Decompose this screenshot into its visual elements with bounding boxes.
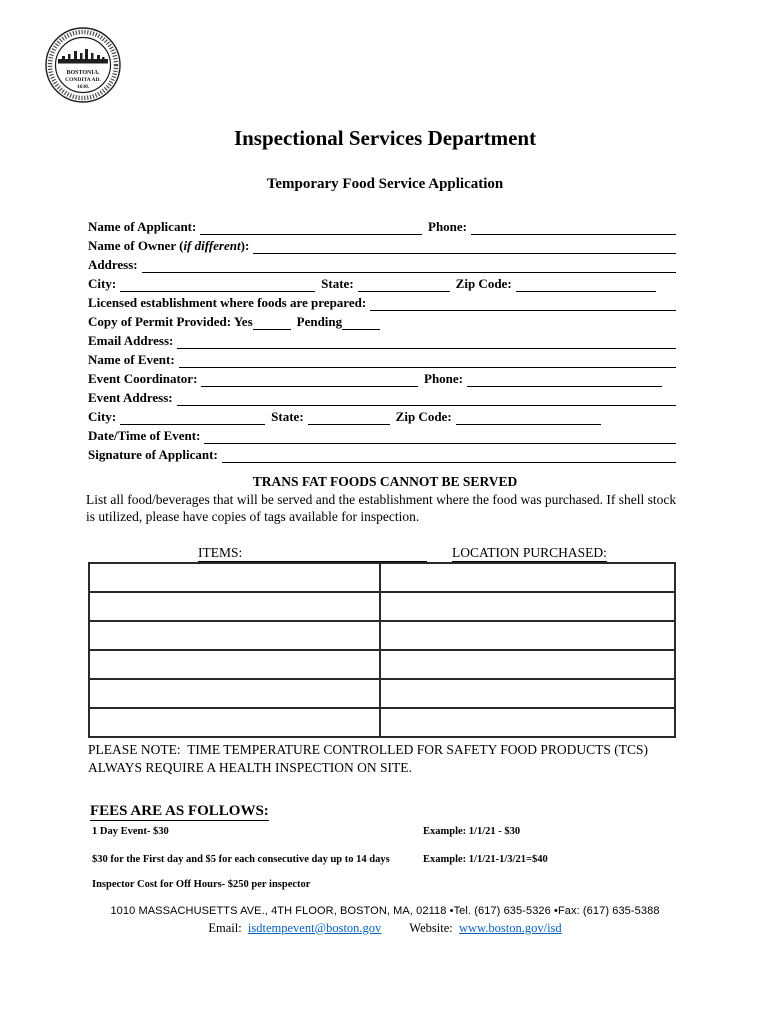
trans-fat-instructions: List all food/beverages that will be served and the establishment where the food was purchased. If shell stock is utilized, please have copies of tags available for inspection. [86,492,677,524]
signature-label: Signature of Applicant: [88,447,218,462]
items-cell[interactable] [89,563,380,592]
table-row [89,708,675,737]
address-row [88,254,676,273]
tcs-note: PLEASE NOTE: TIME TEMPERATURE CONTROLLED FOR SAFETY FOOD PRODUCTS (TCS) ALWAYS REQUIRE A HEALTH INSPECTION ON SITE. [88,742,651,775]
website-label: Website: [409,920,459,935]
permit-yes-field[interactable] [253,316,291,330]
address-field[interactable] [142,259,676,273]
fee-row-inspector [92,879,770,892]
items-cell[interactable] [89,708,380,737]
location-cell[interactable] [380,563,675,592]
event-phone-label: Phone: [424,371,463,386]
owner-name-label-suffix: ): [240,238,250,253]
fee-row-multi-day [92,854,770,867]
page-title: Inspectional Services Department [233,126,537,150]
zip-field[interactable] [516,278,656,292]
location-cell[interactable] [380,708,675,737]
table-row [89,592,675,621]
email-address-label: Email Address: [88,333,174,348]
seal-motto-line2: CONDITA AD. [65,77,101,83]
event-name-field[interactable] [179,354,676,368]
items-header-underline [242,547,427,562]
fee-multi-day-example: Example: 1/1/21-1/3/21=$40 [423,853,548,865]
location-cell[interactable] [380,592,675,621]
seal-motto-line3: 1630. [76,84,90,90]
city-of-boston-seal-icon [44,26,122,104]
seal-skyline [58,49,108,64]
department-address: 1010 MASSACHUSETTS AVE., 4TH FLOOR, BOSTON, MA, 02118 •Tel. (617) 635-5326 •Fax: (617) 635-5388 [110,904,660,917]
applicant-name-field[interactable] [200,221,422,235]
table-row [89,679,675,708]
fee-row-one-day [92,826,770,839]
event-state-field[interactable] [308,411,390,425]
licensed-establishment-row [88,292,676,311]
items-cell[interactable] [89,592,380,621]
applicant-phone-field[interactable] [471,221,676,235]
event-coordinator-row [88,368,676,387]
email-address-row [88,330,676,349]
zip-label: Zip Code: [455,276,512,291]
footer-contact-line [0,921,770,936]
city-state-zip-row [88,273,676,292]
state-label: State: [321,276,354,291]
items-cell[interactable] [89,650,380,679]
permit-provided-row [88,311,676,330]
applicant-phone-label: Phone: [428,219,467,234]
event-coordinator-field[interactable] [201,373,418,387]
items-cell[interactable] [89,679,380,708]
event-datetime-row [88,425,676,444]
owner-name-label-prefix: Name of Owner ( [88,238,184,253]
application-form [88,216,676,463]
email-address-field[interactable] [177,335,676,349]
event-datetime-field[interactable] [204,430,676,444]
fee-inspector-example [423,879,770,892]
location-cell[interactable] [380,621,675,650]
event-zip-label: Zip Code: [395,409,452,424]
event-city-label: City: [88,409,117,424]
permit-pending-field[interactable] [342,316,380,330]
fee-one-day-label: 1 Day Event- $30 [92,826,169,837]
website-link[interactable]: www.boston.gov/isd [458,920,562,935]
fee-one-day-example: Example: 1/1/21 - $30 [423,826,521,837]
licensed-establishment-field[interactable] [370,297,676,311]
state-field[interactable] [358,278,450,292]
event-coordinator-label: Event Coordinator: [88,371,198,386]
applicant-name-label: Name of Applicant: [88,219,197,234]
items-column-header: ITEMS: [198,545,243,560]
event-name-row [88,349,676,368]
city-field[interactable] [120,278,315,292]
permit-pending-label: Pending [296,314,343,329]
trans-fat-heading: TRANS FAT FOODS CANNOT BE SERVED [252,474,518,489]
signature-field[interactable] [222,449,676,463]
address-label: Address: [88,257,138,272]
table-row [89,621,675,650]
page-subtitle: Temporary Food Service Application [266,176,504,192]
location-purchased-column-header: LOCATION PURCHASED: [452,545,607,560]
event-city-state-zip-row [88,406,676,425]
event-name-label: Name of Event: [88,352,175,367]
location-cell[interactable] [380,650,675,679]
event-state-label: State: [271,409,304,424]
items-cell[interactable] [89,621,380,650]
event-address-field[interactable] [177,392,676,406]
fees-heading-text: FEES ARE AS FOLLOWS: [90,803,269,819]
applicant-name-row [88,216,676,235]
items-header-cell [88,545,427,562]
event-phone-field[interactable] [467,373,662,387]
event-city-field[interactable] [120,411,265,425]
licensed-establishment-label: Licensed establishment where foods are prepared: [88,295,367,310]
event-zip-field[interactable] [456,411,601,425]
location-cell[interactable] [380,679,675,708]
event-datetime-label: Date/Time of Event: [88,428,201,443]
city-label: City: [88,276,117,291]
email-link[interactable]: isdtempevent@boston.gov [247,920,382,935]
items-table [88,562,676,738]
email-label: Email: [208,920,248,935]
items-table-headers [88,545,676,562]
table-row [89,563,675,592]
table-row [89,650,675,679]
signature-row [88,444,676,463]
fee-inspector-label: Inspector Cost for Off Hours- $250 per inspector [92,879,311,890]
fee-multi-day-label: $30 for the First day and $5 for each consecutive day up to 14 days [92,853,390,865]
permit-yes-label: Copy of Permit Provided: Yes [88,314,253,329]
owner-name-field[interactable] [253,240,676,254]
fees-heading [90,803,770,820]
seal-motto-line1: BOSTONIA. [66,70,100,76]
owner-name-row [88,235,676,254]
event-address-row [88,387,676,406]
event-address-label: Event Address: [88,390,173,405]
owner-name-label-italic: if different [183,238,241,253]
